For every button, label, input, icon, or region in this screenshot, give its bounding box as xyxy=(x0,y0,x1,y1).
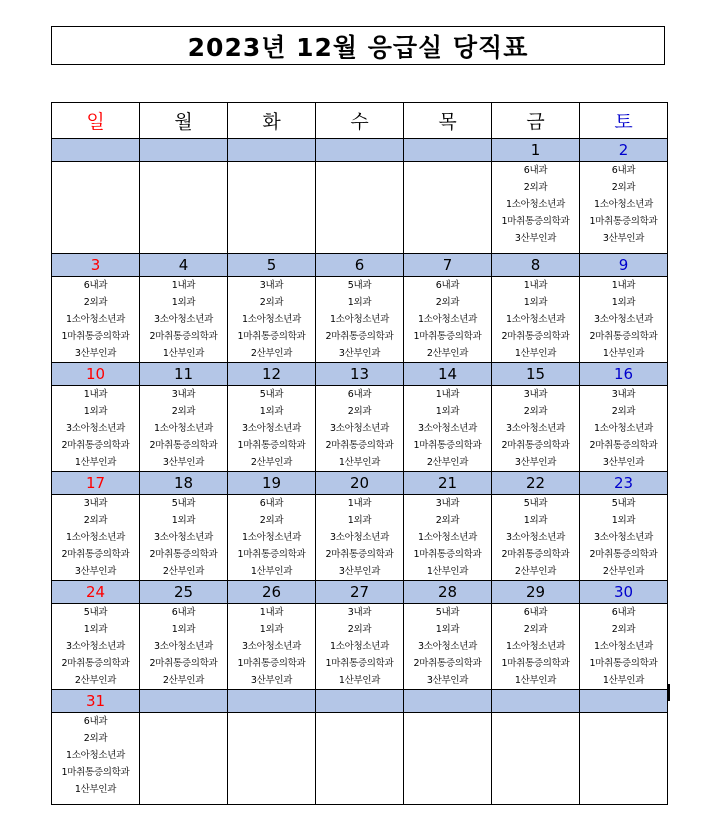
duty-entry: 1내과 xyxy=(435,389,460,400)
weekday-mon: 월 xyxy=(140,103,228,139)
duty-entry: 2외과 xyxy=(347,406,372,417)
duty-entry: 3내과 xyxy=(83,498,108,509)
duty-entry: 2외과 xyxy=(611,406,636,417)
duty-entry: 2마취통증의학과 xyxy=(501,331,570,342)
duty-entry: 1소아청소년과 xyxy=(593,199,653,210)
duty-entry: 1외과 xyxy=(259,406,284,417)
duty-entry: 2마취통증의학과 xyxy=(61,658,130,669)
duty-entry: 3소아청소년과 xyxy=(153,532,213,543)
duty-cell xyxy=(228,162,316,254)
duty-entry: 1마취통증의학과 xyxy=(413,549,482,560)
duty-entry: 3산부인과 xyxy=(426,675,469,686)
date-row xyxy=(52,139,668,162)
duty-cell xyxy=(140,386,228,472)
duty-entry: 2산부인과 xyxy=(250,457,293,468)
duty-entry: 5내과 xyxy=(435,607,460,618)
duty-entry: 1마취통증의학과 xyxy=(237,331,306,342)
duty-entry: 2외과 xyxy=(83,515,108,526)
date-cell xyxy=(228,139,316,162)
duty-entry: 1외과 xyxy=(171,297,196,308)
duty-entry: 2산부인과 xyxy=(426,348,469,359)
duty-cell xyxy=(580,604,668,690)
duty-cell xyxy=(316,277,404,363)
duty-cell xyxy=(140,495,228,581)
title-box xyxy=(51,26,665,65)
duty-entry: 1소아청소년과 xyxy=(65,532,125,543)
duty-entry: 3산부인과 xyxy=(602,233,645,244)
duty-entry: 2산부인과 xyxy=(74,675,117,686)
duty-entry: 1내과 xyxy=(259,607,284,618)
date-cell: 9 xyxy=(580,254,668,277)
duty-entry: 1마취통증의학과 xyxy=(237,440,306,451)
duty-row xyxy=(52,604,668,690)
duty-cell xyxy=(580,713,668,805)
date-cell: 13 xyxy=(316,363,404,386)
date-cell: 3 xyxy=(52,254,140,277)
duty-entry: 3소아청소년과 xyxy=(505,423,565,434)
duty-entry: 6내과 xyxy=(523,165,548,176)
duty-entry: 2마취통증의학과 xyxy=(325,549,394,560)
duty-cell xyxy=(580,386,668,472)
date-cell xyxy=(580,690,668,713)
date-cell: 30 xyxy=(580,581,668,604)
duty-entry: 1마취통증의학과 xyxy=(589,216,658,227)
duty-entry: 1외과 xyxy=(523,297,548,308)
duty-entry: 1소아청소년과 xyxy=(241,314,301,325)
duty-entry: 1소아청소년과 xyxy=(329,314,389,325)
duty-cell xyxy=(316,713,404,805)
duty-entry: 1소아청소년과 xyxy=(593,423,653,434)
duty-entry: 2마취통증의학과 xyxy=(61,440,130,451)
date-cell: 11 xyxy=(140,363,228,386)
duty-entry: 1내과 xyxy=(83,389,108,400)
duty-entry: 1산부인과 xyxy=(338,457,381,468)
duty-cell xyxy=(52,162,140,254)
duty-entry: 2외과 xyxy=(611,624,636,635)
duty-entry: 3소아청소년과 xyxy=(417,641,477,652)
duty-cell xyxy=(52,495,140,581)
duty-entry: 2마취통증의학과 xyxy=(61,549,130,560)
duty-cell xyxy=(580,162,668,254)
duty-entry: 1마취통증의학과 xyxy=(413,331,482,342)
duty-cell xyxy=(140,277,228,363)
duty-cell xyxy=(404,713,492,805)
duty-entry: 2외과 xyxy=(523,406,548,417)
date-cell: 23 xyxy=(580,472,668,495)
date-cell: 2 xyxy=(580,139,668,162)
duty-cell xyxy=(492,277,580,363)
duty-entry: 1산부인과 xyxy=(602,675,645,686)
date-cell xyxy=(404,690,492,713)
duty-entry: 1산부인과 xyxy=(162,348,205,359)
duty-entry: 1소아청소년과 xyxy=(65,750,125,761)
duty-entry: 2산부인과 xyxy=(514,566,557,577)
date-cell: 10 xyxy=(52,363,140,386)
date-cell: 24 xyxy=(52,581,140,604)
duty-entry: 1소아청소년과 xyxy=(417,314,477,325)
duty-entry: 1산부인과 xyxy=(514,348,557,359)
duty-cell xyxy=(52,277,140,363)
duty-entry: 1산부인과 xyxy=(338,675,381,686)
duty-entry: 1마취통증의학과 xyxy=(237,658,306,669)
duty-entry: 2마취통증의학과 xyxy=(325,440,394,451)
date-cell: 27 xyxy=(316,581,404,604)
duty-entry: 3내과 xyxy=(347,607,372,618)
duty-entry: 2마취통증의학과 xyxy=(501,440,570,451)
date-cell xyxy=(404,139,492,162)
date-cell: 25 xyxy=(140,581,228,604)
duty-cell xyxy=(140,604,228,690)
date-cell: 8 xyxy=(492,254,580,277)
duty-entry: 6내과 xyxy=(83,716,108,727)
duty-entry: 1외과 xyxy=(171,624,196,635)
duty-entry: 1외과 xyxy=(347,297,372,308)
duty-entry: 1마취통증의학과 xyxy=(589,658,658,669)
date-cell: 19 xyxy=(228,472,316,495)
duty-entry: 2마취통증의학과 xyxy=(589,549,658,560)
duty-entry: 1산부인과 xyxy=(74,457,117,468)
duty-entry: 1산부인과 xyxy=(514,675,557,686)
duty-entry: 1산부인과 xyxy=(250,566,293,577)
duty-entry: 5내과 xyxy=(611,498,636,509)
weekday-sun: 일 xyxy=(52,103,140,139)
duty-cell xyxy=(228,386,316,472)
duty-entry: 1마취통증의학과 xyxy=(501,658,570,669)
duty-entry: 3산부인과 xyxy=(250,675,293,686)
duty-entry: 1외과 xyxy=(523,515,548,526)
duty-entry: 1마취통증의학과 xyxy=(413,440,482,451)
duty-calendar-table xyxy=(51,102,668,805)
duty-entry: 3산부인과 xyxy=(338,566,381,577)
duty-entry: 3산부인과 xyxy=(338,348,381,359)
duty-entry: 1마취통증의학과 xyxy=(61,331,130,342)
duty-entry: 6내과 xyxy=(435,280,460,291)
duty-entry: 2마취통증의학과 xyxy=(149,331,218,342)
date-cell: 20 xyxy=(316,472,404,495)
duty-cell xyxy=(492,386,580,472)
duty-entry: 2외과 xyxy=(171,406,196,417)
duty-entry: 2마취통증의학과 xyxy=(149,440,218,451)
duty-entry: 3소아청소년과 xyxy=(241,423,301,434)
duty-cell xyxy=(228,495,316,581)
duty-cell xyxy=(492,604,580,690)
duty-entry: 1소아청소년과 xyxy=(329,641,389,652)
duty-entry: 2외과 xyxy=(523,624,548,635)
duty-entry: 2마취통증의학과 xyxy=(501,549,570,560)
date-cell: 21 xyxy=(404,472,492,495)
duty-row xyxy=(52,713,668,805)
date-cell: 7 xyxy=(404,254,492,277)
duty-entry: 3내과 xyxy=(435,498,460,509)
duty-entry: 2외과 xyxy=(83,733,108,744)
duty-row xyxy=(52,277,668,363)
duty-row xyxy=(52,162,668,254)
duty-cell xyxy=(580,495,668,581)
date-cell: 26 xyxy=(228,581,316,604)
duty-entry: 2외과 xyxy=(259,297,284,308)
duty-entry: 2마취통증의학과 xyxy=(149,549,218,560)
duty-cell xyxy=(228,713,316,805)
date-row xyxy=(52,472,668,495)
duty-entry: 6내과 xyxy=(171,607,196,618)
duty-entry: 1외과 xyxy=(347,515,372,526)
duty-entry: 1외과 xyxy=(171,515,196,526)
duty-cell xyxy=(52,386,140,472)
date-cell xyxy=(52,139,140,162)
duty-entry: 2마취통증의학과 xyxy=(325,331,394,342)
date-cell: 16 xyxy=(580,363,668,386)
duty-row xyxy=(52,386,668,472)
duty-cell xyxy=(52,713,140,805)
duty-entry: 1소아청소년과 xyxy=(65,314,125,325)
duty-entry: 6내과 xyxy=(611,607,636,618)
duty-entry: 6내과 xyxy=(259,498,284,509)
duty-entry: 2마취통증의학과 xyxy=(589,440,658,451)
date-cell: 5 xyxy=(228,254,316,277)
duty-entry: 2외과 xyxy=(611,182,636,193)
duty-entry: 1소아청소년과 xyxy=(417,532,477,543)
duty-cell xyxy=(52,604,140,690)
duty-entry: 2마취통증의학과 xyxy=(413,658,482,669)
duty-entry: 5내과 xyxy=(523,498,548,509)
duty-entry: 6내과 xyxy=(523,607,548,618)
date-row xyxy=(52,363,668,386)
duty-entry: 3내과 xyxy=(611,389,636,400)
duty-entry: 1내과 xyxy=(171,280,196,291)
duty-cell xyxy=(404,162,492,254)
duty-entry: 2외과 xyxy=(523,182,548,193)
duty-entry: 3산부인과 xyxy=(74,348,117,359)
duty-entry: 3산부인과 xyxy=(162,457,205,468)
duty-entry: 1외과 xyxy=(259,624,284,635)
weekday-sat: 토 xyxy=(580,103,668,139)
duty-entry: 1산부인과 xyxy=(602,348,645,359)
weekday-thu: 목 xyxy=(404,103,492,139)
date-cell: 31 xyxy=(52,690,140,713)
duty-entry: 3소아청소년과 xyxy=(329,532,389,543)
date-cell xyxy=(140,139,228,162)
duty-entry: 3소아청소년과 xyxy=(593,532,653,543)
duty-entry: 2마취통증의학과 xyxy=(589,331,658,342)
date-cell: 17 xyxy=(52,472,140,495)
duty-entry: 3소아청소년과 xyxy=(505,532,565,543)
duty-entry: 2외과 xyxy=(83,297,108,308)
date-cell: 15 xyxy=(492,363,580,386)
page-title: 2023년 12월 응급실 당직표 xyxy=(187,32,529,62)
duty-entry: 2산부인과 xyxy=(602,566,645,577)
duty-cell xyxy=(140,162,228,254)
duty-cell xyxy=(404,495,492,581)
duty-entry: 1마취통증의학과 xyxy=(61,767,130,778)
duty-entry: 1소아청소년과 xyxy=(593,641,653,652)
duty-entry: 3산부인과 xyxy=(602,457,645,468)
duty-entry: 6내과 xyxy=(611,165,636,176)
calendar-body xyxy=(52,139,668,805)
date-cell xyxy=(492,690,580,713)
duty-entry: 1소아청소년과 xyxy=(153,423,213,434)
date-row xyxy=(52,254,668,277)
duty-entry: 1소아청소년과 xyxy=(505,199,565,210)
duty-entry: 6내과 xyxy=(83,280,108,291)
duty-entry: 1소아청소년과 xyxy=(505,314,565,325)
weekday-fri: 금 xyxy=(492,103,580,139)
duty-entry: 3산부인과 xyxy=(514,233,557,244)
duty-cell xyxy=(316,604,404,690)
duty-entry: 5내과 xyxy=(83,607,108,618)
duty-cell xyxy=(316,162,404,254)
duty-cell xyxy=(404,277,492,363)
duty-cell xyxy=(404,604,492,690)
duty-entry: 3내과 xyxy=(259,280,284,291)
duty-cell xyxy=(492,495,580,581)
duty-entry: 5내과 xyxy=(171,498,196,509)
duty-entry: 3산부인과 xyxy=(74,566,117,577)
duty-entry: 2산부인과 xyxy=(162,566,205,577)
date-cell: 18 xyxy=(140,472,228,495)
duty-entry: 2외과 xyxy=(435,515,460,526)
duty-cell xyxy=(228,604,316,690)
duty-entry: 2외과 xyxy=(259,515,284,526)
duty-cell xyxy=(228,277,316,363)
duty-entry: 1내과 xyxy=(523,280,548,291)
duty-entry: 6내과 xyxy=(347,389,372,400)
duty-cell xyxy=(580,277,668,363)
duty-entry: 1외과 xyxy=(83,406,108,417)
duty-entry: 3소아청소년과 xyxy=(329,423,389,434)
duty-entry: 1외과 xyxy=(435,624,460,635)
duty-row xyxy=(52,495,668,581)
duty-entry: 3내과 xyxy=(523,389,548,400)
duty-entry: 1외과 xyxy=(435,406,460,417)
duty-entry: 2외과 xyxy=(435,297,460,308)
date-cell: 12 xyxy=(228,363,316,386)
duty-entry: 1내과 xyxy=(611,280,636,291)
duty-entry: 1소아청소년과 xyxy=(241,532,301,543)
date-cell xyxy=(316,690,404,713)
duty-entry: 2산부인과 xyxy=(162,675,205,686)
duty-entry: 2산부인과 xyxy=(426,457,469,468)
duty-entry: 3소아청소년과 xyxy=(417,423,477,434)
date-cell xyxy=(228,690,316,713)
duty-entry: 1소아청소년과 xyxy=(505,641,565,652)
date-cell: 6 xyxy=(316,254,404,277)
duty-entry: 3소아청소년과 xyxy=(153,314,213,325)
duty-entry: 1마취통증의학과 xyxy=(237,549,306,560)
date-cell: 22 xyxy=(492,472,580,495)
duty-entry: 3소아청소년과 xyxy=(65,641,125,652)
duty-entry: 3내과 xyxy=(171,389,196,400)
duty-entry: 2외과 xyxy=(347,624,372,635)
duty-cell xyxy=(316,495,404,581)
duty-entry: 5내과 xyxy=(259,389,284,400)
date-cell: 28 xyxy=(404,581,492,604)
date-cell: 4 xyxy=(140,254,228,277)
duty-cell xyxy=(140,713,228,805)
duty-entry: 1산부인과 xyxy=(74,784,117,795)
duty-entry: 1마취통증의학과 xyxy=(325,658,394,669)
weekday-tue: 화 xyxy=(228,103,316,139)
duty-entry: 1외과 xyxy=(611,297,636,308)
date-row xyxy=(52,690,668,713)
weekday-header-row xyxy=(52,103,668,139)
duty-entry: 3산부인과 xyxy=(514,457,557,468)
date-row xyxy=(52,581,668,604)
duty-entry: 1내과 xyxy=(347,498,372,509)
text-cursor xyxy=(668,684,670,701)
duty-cell xyxy=(316,386,404,472)
date-cell: 1 xyxy=(492,139,580,162)
duty-entry: 1외과 xyxy=(611,515,636,526)
date-cell: 14 xyxy=(404,363,492,386)
duty-entry: 1산부인과 xyxy=(426,566,469,577)
duty-cell xyxy=(492,162,580,254)
date-cell: 29 xyxy=(492,581,580,604)
date-cell xyxy=(140,690,228,713)
duty-cell xyxy=(492,713,580,805)
duty-entry: 2산부인과 xyxy=(250,348,293,359)
duty-entry: 1마취통증의학과 xyxy=(501,216,570,227)
duty-entry: 3소아청소년과 xyxy=(593,314,653,325)
duty-entry: 3소아청소년과 xyxy=(153,641,213,652)
duty-cell xyxy=(404,386,492,472)
duty-entry: 2마취통증의학과 xyxy=(149,658,218,669)
weekday-wed: 수 xyxy=(316,103,404,139)
duty-entry: 3소아청소년과 xyxy=(65,423,125,434)
duty-entry: 1외과 xyxy=(83,624,108,635)
duty-entry: 5내과 xyxy=(347,280,372,291)
date-cell xyxy=(316,139,404,162)
duty-entry: 3소아청소년과 xyxy=(241,641,301,652)
